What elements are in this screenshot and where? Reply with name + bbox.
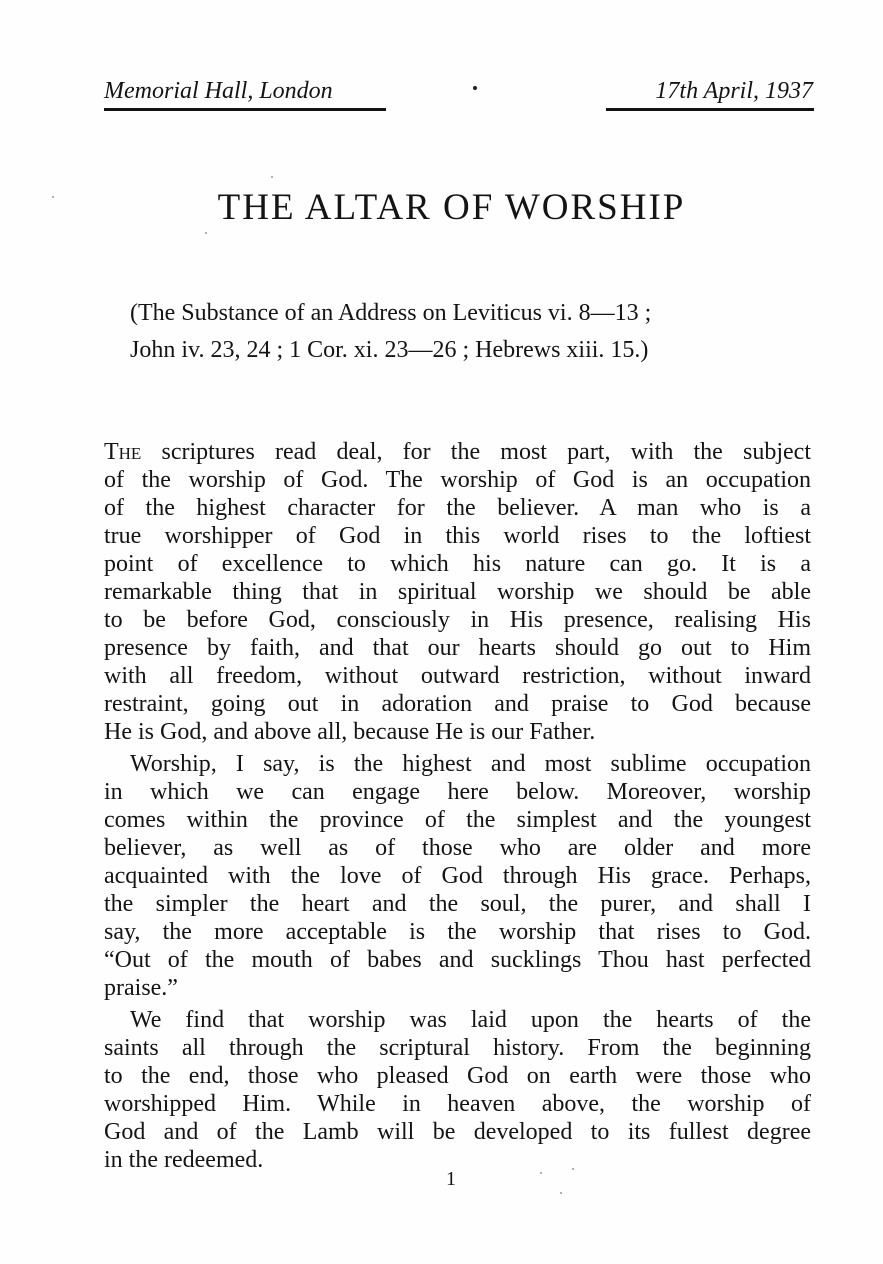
paragraph-line: We find that worship was laid upon the hearts of the: [130, 1007, 811, 1033]
paragraph-line: [104, 438, 811, 466]
paragraph-line: restraint, going out in adoration and praise to God because: [104, 691, 811, 717]
subtitle-line: John iv. 23, 24 ; 1 Cor. xi. 23—26 ; Hebrews xiii. 15.): [130, 337, 649, 363]
paragraph-line: He is God, and above all, because He is our Father.: [104, 719, 596, 745]
paragraph-line: in which we can engage here below. Moreover, worship: [104, 779, 811, 805]
paragraph-line: true worshipper of God in this world rises to the loftiest: [104, 523, 811, 549]
page-title: THE ALTAR OF WORSHIP: [217, 187, 686, 228]
scan-speck: [572, 1168, 574, 1170]
paragraph-line: remarkable thing that in spiritual worship we should be able: [104, 579, 811, 605]
paragraph-line: to the end, those who pleased God on earth were those who: [104, 1063, 811, 1089]
scan-speck: [52, 196, 54, 198]
paragraph-line: in the redeemed.: [104, 1147, 264, 1173]
paragraph-line: to be before God, consciously in His presence, realising His: [104, 607, 811, 633]
paragraph-line: the simpler the heart and the soul, the purer, and shall I: [104, 891, 811, 917]
paragraph-line: God and of the Lamb will be developed to its fullest degree: [104, 1119, 811, 1145]
paragraph-line: worshipped Him. While in heaven above, the worship of: [104, 1091, 811, 1117]
header-rule-right: [606, 108, 814, 111]
paragraph-line: praise.”: [104, 975, 178, 1001]
dropcap-word: The: [104, 439, 142, 465]
header-date: 17th April, 1937: [655, 78, 813, 104]
paragraph-line: comes within the province of the simplest and the youngest: [104, 807, 811, 833]
paragraph-line: point of excellence to which his nature can go. It is a: [104, 551, 811, 577]
paragraph-line: of the highest character for the believer. A man who is a: [104, 495, 811, 521]
paragraph-line: with all freedom, without outward restriction, without inward: [104, 663, 811, 689]
paragraph-line: “Out of the mouth of babes and sucklings Thou hast perfected: [104, 947, 811, 973]
paragraph-line: acquainted with the love of God through His grace. Perhaps,: [104, 863, 811, 889]
header-rule-left: [104, 108, 386, 111]
paragraph-line: of the worship of God. The worship of God is an occupation: [104, 467, 811, 493]
scan-speck: [205, 232, 207, 234]
line-text: scriptures read deal, for the most part, with the subject: [141, 439, 811, 465]
scan-speck: [271, 176, 273, 178]
paragraph-line: Worship, I say, is the highest and most sublime occupation: [130, 751, 811, 777]
scan-speck: [560, 1192, 562, 1194]
paragraph-line: saints all through the scriptural history. From the beginning: [104, 1035, 811, 1061]
subtitle-line: (The Substance of an Address on Leviticus vi. 8—13 ;: [130, 300, 652, 326]
scan-speck: [540, 1172, 542, 1174]
header-venue: Memorial Hall, London: [104, 78, 333, 104]
header-separator-dot: [473, 86, 477, 90]
paragraph-line: presence by faith, and that our hearts should go out to Him: [104, 635, 811, 661]
paragraph-line: believer, as well as of those who are older and more: [104, 835, 811, 861]
page-number: 1: [446, 1168, 456, 1190]
paragraph-line: say, the more acceptable is the worship that rises to God.: [104, 919, 811, 945]
